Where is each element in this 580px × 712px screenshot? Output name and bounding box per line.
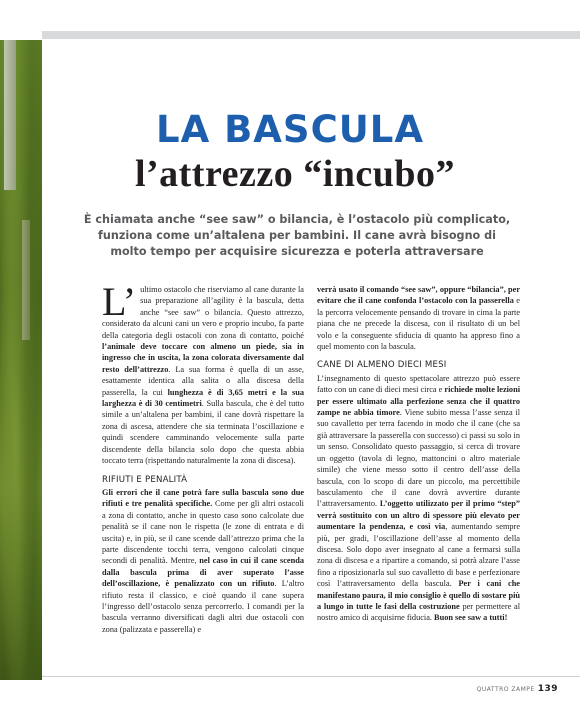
text-run: L’insegnamento di questo spettacolare attrezzo può essere fatto con un cane di dieci mesi circa e — [317, 373, 520, 395]
bold-run: Buon see saw a tutti! — [434, 613, 508, 623]
page-folio — [477, 684, 558, 694]
bold-run: lunghezza è di 3,65 metri e la sua larghezza è di 30 centimetri — [102, 387, 304, 409]
photo-post-detail-2 — [22, 220, 30, 340]
text-run: . Viene subito messa l’asse senza il suo cavalletto per terra facendo in modo che il cane (che sa già attraversare la passerella con successo) ci passi su solo in un senso. Consolidato questo passaggio, si cerca di trovare un oggetto (tavola di legno, mattoncini o altro materiale simile) che viene messo sotto il centro dell’asse della bascula, con lo scopo di dare un piccolo, ma percettibile basculamento che il cane dovrà avvertire durante l’attraversamento. — [317, 408, 520, 509]
page-number: 139 — [537, 684, 558, 694]
bold-run: L’oggetto utilizzato per il primo “step” verrà sostituito con un altro di spessore più elevato per aumentare la pendenza, e così via — [317, 499, 520, 532]
text-run: ultimo ostacolo che riserviamo al cane durante la sua preparazione all’agility è la bascula, detta anche “see saw” o bilancia. Questo attrezzo, considerato da alcuni cani un vero e proprio incubo, fa parte della categoria degli ostacoli con zona di contatto, poiché — [102, 285, 304, 340]
top-band — [0, 0, 580, 50]
bold-run: Gli errori che il cane potrà fare sulla bascula sono due rifiuti e tre penalità specifiche. — [102, 487, 304, 509]
text-run: . La sua forma è quella di un asse, esattamente identica alla salita o alla discesa della passerella, la cui — [102, 364, 304, 397]
bold-run: l’animale deve toccare con almeno un piede, sia in ingresso che in uscita, la zona colorata diversamente dal resto dell’attrezzo — [102, 342, 304, 374]
article-subtitle: l’attrezzo “incubo” — [134, 153, 456, 195]
text-run: , aumentando sempre più, per gradi, l’oscillazione dell’asse al momento della discesa. Solo dopo aver insegnato al cane a fermarsi sulla zona di discesa e a ripartire a comando, si potrà alzare l’asse fino a riposizionarla sul suo cavalletto di base e perfezionare così l’attraversamento della bascula. — [317, 522, 520, 589]
text-run: . Sulla bascula, che è del tutto simile a un’altalena per bambini, il cane dovrà rispettare la zona di ascesa, attendere che sia terminata l’oscillazione e quindi scendere camminando velocemente sulla parte discendente della bilancia solo dopo che questa abbia toccato terra (rispettando naturalmente la zona di discesa). — [102, 399, 304, 466]
text-run: per permettere al nostro amico di acquisirne fiducia. — [317, 601, 520, 623]
text-run: Come per gli altri ostacoli a zona di contatto, anche in questo caso sono calcolate due penalità se il cane non le rispetta (le zone di entrata e di uscita) e, in più, se il cane scende dall’attrezzo prima che la parte discendente tocchi terra, vengono calcolati cinque secondi di penalità. Mentre, — [102, 499, 304, 566]
continuation-paragraph — [317, 284, 520, 352]
section-heading-rifiuti: RIFIUTI E PENALITÀ — [102, 474, 188, 485]
intro-paragraph — [102, 279, 304, 467]
article-title: LA BASCULA — [156, 108, 424, 151]
text-run: . L’altro rifiuto resta il classico, e cioè quando il cane supera l’ingresso dell’ostacolo senza percorrerlo. I comandi per la bascula verranno diversificati dagli altri due ostacoli con zona (palizzata e passerella) e — [102, 579, 304, 634]
article-lead: È chiamata anche “see saw” o bilancia, è l’ostacolo più complicato, funziona come un’altalena per bambini. Il cane avrà bisogno di molto tempo per acquisire sicurezza e poterla attraversare — [83, 213, 511, 258]
bold-run: verrà usato il comando “see saw”, oppure “bilancia”, per evitare che il cane confonda l’ostacolo con la passerella — [317, 285, 520, 306]
drop-cap: L’ — [102, 279, 137, 324]
bold-run: Per i cani che manifestano paura, il mio consiglio è quello di sostare più a lungo in tutte le fasi della costruzione — [317, 579, 520, 611]
bold-run: nel caso in cui il cane scenda dalla bascula prima di aver superato l’asse dell’oscillazione, è penalizzato con un rifiuto — [102, 556, 304, 589]
article-column-right — [317, 284, 520, 624]
top-rule — [42, 31, 580, 39]
cane-paragraph — [317, 373, 520, 624]
footer-rule — [42, 676, 580, 677]
section-heading-cane: CANE DI ALMENO DIECI MESI — [317, 360, 447, 371]
bold-run: richiede molte lezioni per essere ultimato alla perfezione senza che il quattro zampe ne abbia timore — [317, 385, 520, 418]
rifiuti-paragraph — [102, 487, 304, 635]
article-column-left — [102, 279, 304, 635]
photo-post-detail — [4, 40, 16, 190]
magazine-name: QUATTRO ZAMPE — [476, 686, 535, 693]
text-run: e la percorra velocemente pensando di trovare in cima la parte piana che ne precede la discesa, con il risultato di un bel volo e la conseguente sfiducia di quanto ha appreso fino a quel momento con la bascula. — [317, 296, 520, 352]
